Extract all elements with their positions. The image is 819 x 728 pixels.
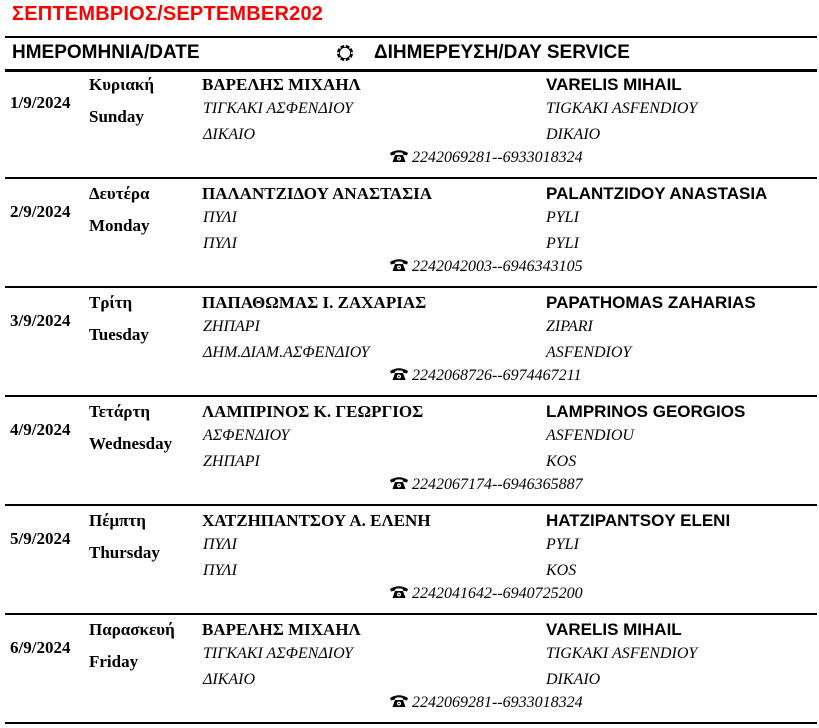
- phone-numbers: [389, 476, 583, 494]
- location-area-english: TIGKAKI ASFENDIOY: [546, 100, 698, 117]
- pharmacist-name-english: HATZIPANTSOY ELENI: [546, 511, 731, 530]
- phone-numbers: [389, 367, 581, 385]
- location-area-english: ASFENDIOU: [546, 427, 634, 444]
- phone-numbers: [389, 585, 583, 603]
- entry-date: 6/9/2024: [10, 638, 71, 657]
- pharmacist-name-english: VARELIS MIHAIL: [546, 75, 682, 94]
- location-area-greek: ΤΙΓΚΑΚΙ ΑΣΦΕΝΔΙΟΥ: [203, 100, 353, 117]
- pharmacist-name-greek: ΛΑΜΠΡΙΝΟΣ Κ. ΓΕΩΡΓΙΟΣ: [202, 402, 424, 421]
- schedule-entry: [0, 400, 819, 508]
- entry-divider: [5, 722, 817, 724]
- location-village-english: KOS: [546, 562, 577, 579]
- location-area-greek: ΠΥΛΙ: [203, 209, 237, 226]
- location-village-greek: ΠΥΛΙ: [203, 562, 237, 579]
- phone-number-text[interactable]: 2242041642--6940725200: [412, 585, 583, 602]
- entry-date: 2/9/2024: [10, 202, 71, 221]
- schedule-entry: [0, 73, 819, 181]
- phone-number-text[interactable]: 2242069281--6933018324: [412, 149, 583, 166]
- schedule-entry: [0, 618, 819, 726]
- day-name-greek: Παρασκευή: [89, 620, 175, 639]
- location-village-greek: ΔΙΚΑΙΟ: [203, 671, 256, 688]
- table-header: [0, 40, 819, 68]
- entry-divider: [5, 177, 817, 179]
- date-column-header: ΗΜΕΡΟΜΗΝΙΑ/DATE: [12, 42, 200, 63]
- schedule-entry: [0, 182, 819, 290]
- location-village-greek: ΔΙΚΑΙΟ: [203, 126, 256, 143]
- day-name-english: Monday: [89, 216, 150, 235]
- location-village-greek: ΔΗΜ.ΔΙΑΜ.ΑΣΦΕΝΔΙΟΥ: [203, 344, 370, 361]
- day-name-greek: Δευτέρα: [89, 184, 150, 203]
- schedule-entry: [0, 291, 819, 399]
- pharmacist-name-english: PAPATHOMAS ZAHARIAS: [546, 293, 756, 312]
- location-village-english: DIKAIO: [546, 126, 601, 143]
- location-area-english: TIGKAKI ASFENDIOY: [546, 645, 698, 662]
- location-village-greek: ΠΥΛΙ: [203, 235, 237, 252]
- phone-number-text[interactable]: 2242068726--6974467211: [412, 367, 582, 384]
- header-top-rule: [5, 36, 817, 38]
- location-area-english: PYLI: [546, 209, 579, 226]
- location-area-greek: ΑΣΦΕΝΔΙΟΥ: [203, 427, 290, 444]
- phone-number-text[interactable]: 2242069281--6933018324: [412, 694, 583, 711]
- pharmacist-name-greek: ΠΑΠΑΘΩΜΑΣ Ι. ΖΑΧΑΡΙΑΣ: [202, 293, 427, 312]
- page-title: ΣΕΠΤΕΜΒΡΙΟΣ/SEPTEMBER202: [12, 3, 324, 25]
- location-village-greek: ΖΗΠΑΡΙ: [203, 453, 260, 470]
- entry-divider: [5, 504, 817, 506]
- telephone-icon: [389, 476, 409, 490]
- telephone-icon: [389, 149, 409, 163]
- schedule-entry: [0, 509, 819, 617]
- pharmacist-name-english: VARELIS MIHAIL: [546, 620, 682, 639]
- telephone-icon: [389, 367, 409, 381]
- telephone-icon: [389, 694, 409, 708]
- entry-date: 3/9/2024: [10, 311, 71, 330]
- entry-date: 4/9/2024: [10, 420, 71, 439]
- day-name-english: Friday: [89, 652, 139, 671]
- location-village-english: ASFENDIOY: [546, 344, 632, 361]
- telephone-icon: [389, 585, 409, 599]
- pharmacist-name-greek: ΧΑΤΖΗΠΑΝΤΣΟΥ Α. ΕΛΕΝΗ: [202, 511, 431, 530]
- phone-number-text[interactable]: 2242067174--6946365887: [412, 476, 583, 493]
- pharmacist-name-english: LAMPRINOS GEORGIOS: [546, 402, 746, 421]
- day-name-greek: Τρίτη: [89, 293, 133, 312]
- location-area-english: PYLI: [546, 536, 579, 553]
- telephone-icon: [389, 258, 409, 272]
- sun-icon: [335, 43, 355, 63]
- phone-numbers: [389, 149, 583, 167]
- phone-numbers: [389, 258, 583, 276]
- location-village-english: PYLI: [546, 235, 579, 252]
- service-column-header: ΔΙΗΜΕΡΕΥΣΗ/DAY SERVICE: [374, 42, 630, 63]
- day-name-english: Thursday: [89, 543, 160, 562]
- phone-number-text[interactable]: 2242042003--6946343105: [412, 258, 583, 275]
- phone-numbers: [389, 694, 583, 712]
- header-bottom-rule: [5, 69, 817, 72]
- location-area-greek: ΠΥΛΙ: [203, 536, 237, 553]
- pharmacist-name-greek: ΠΑΛΑΝΤΖΙΔΟΥ ΑΝΑΣΤΑΣΙΑ: [202, 184, 433, 203]
- pharmacist-name-english: PALANTZIDOY ANASTASIA: [546, 184, 768, 203]
- entry-date: 5/9/2024: [10, 529, 71, 548]
- location-area-greek: ΤΙΓΚΑΚΙ ΑΣΦΕΝΔΙΟΥ: [203, 645, 353, 662]
- day-name-greek: Κυριακή: [89, 75, 154, 94]
- entry-divider: [5, 286, 817, 288]
- entry-divider: [5, 395, 817, 397]
- location-village-english: DIKAIO: [546, 671, 601, 688]
- location-area-greek: ΖΗΠΑΡΙ: [203, 318, 260, 335]
- day-name-english: Sunday: [89, 107, 144, 126]
- day-name-greek: Τετάρτη: [89, 402, 150, 421]
- pharmacist-name-greek: ΒΑΡΕΛΗΣ ΜΙΧΑΗΛ: [202, 75, 361, 94]
- day-name-english: Tuesday: [89, 325, 149, 344]
- location-village-english: KOS: [546, 453, 577, 470]
- pharmacist-name-greek: ΒΑΡΕΛΗΣ ΜΙΧΑΗΛ: [202, 620, 361, 639]
- entry-divider: [5, 613, 817, 615]
- day-name-english: Wednesday: [89, 434, 173, 453]
- day-name-greek: Πέμπτη: [89, 511, 146, 530]
- entry-date: 1/9/2024: [10, 93, 71, 112]
- location-area-english: ZIPARI: [546, 318, 593, 335]
